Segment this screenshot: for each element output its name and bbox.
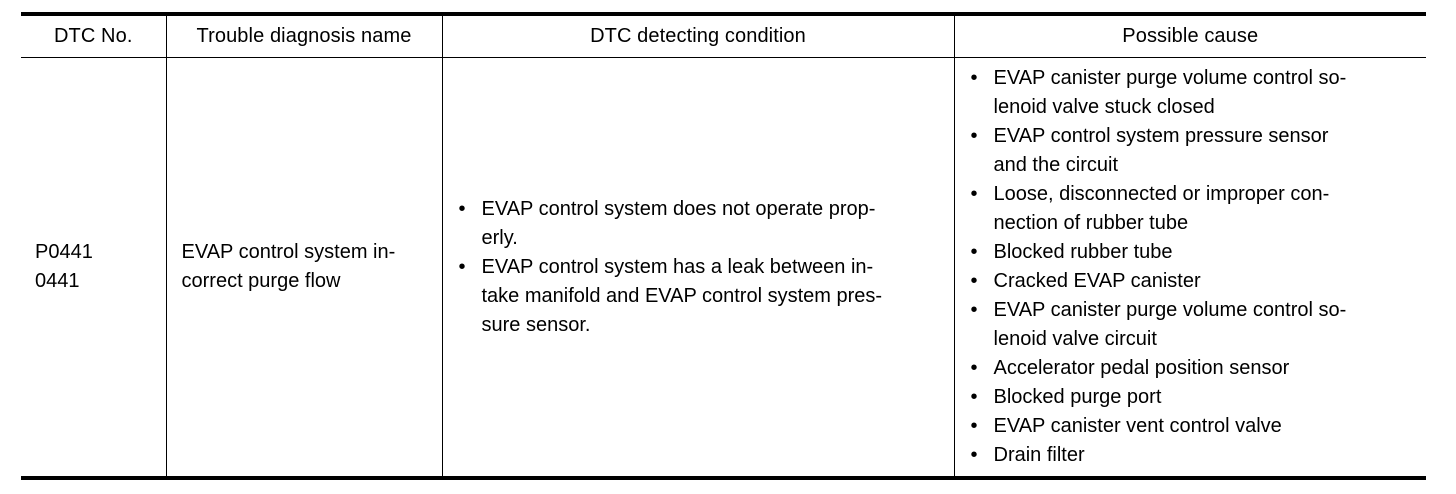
condition-item-text: erly. — [481, 226, 518, 249]
bullet-icon: • — [970, 125, 978, 147]
condition-list — [457, 195, 944, 340]
cause-item-text: lenoid valve circuit — [993, 328, 1157, 350]
cause-item-text: EVAP canister purge volume control so- — [993, 67, 1347, 89]
bullet-icon: • — [970, 386, 978, 408]
cause-item-text: EVAP canister vent control valve — [993, 415, 1282, 437]
cause-item — [969, 354, 1419, 383]
bullet-icon: • — [970, 415, 978, 437]
cause-item — [969, 412, 1419, 441]
cause-item-text: Drain filter — [993, 444, 1085, 466]
header-trouble-diagnosis-name: Trouble diagnosis name — [166, 14, 442, 58]
dtc-table — [21, 12, 1426, 480]
header-dtc-detecting-condition: DTC detecting condition — [442, 14, 954, 58]
cause-item-text: EVAP control system pressure sensor — [993, 125, 1329, 147]
dtc-number: P0441 — [35, 241, 93, 263]
table-body — [21, 58, 1426, 479]
diagnosis-name-line: correct purge flow — [181, 270, 341, 292]
dtc-number-alt: 0441 — [35, 270, 80, 292]
condition-item-text: take manifold and EVAP control system pres- — [481, 284, 883, 307]
cause-item-text: lenoid valve stuck closed — [993, 96, 1215, 118]
cause-item — [969, 180, 1419, 238]
cause-item — [969, 64, 1419, 122]
bullet-icon: • — [970, 444, 978, 466]
dtc-number-cell — [21, 58, 166, 479]
table-row — [21, 58, 1426, 479]
bullet-icon: • — [970, 183, 978, 205]
bullet-icon: • — [970, 299, 978, 321]
cause-item-text: Blocked purge port — [993, 386, 1162, 408]
bullet-icon: • — [458, 255, 466, 278]
diagnosis-name-line: EVAP control system in- — [181, 241, 396, 263]
bullet-icon: • — [970, 241, 978, 263]
header-dtc-no: DTC No. — [21, 14, 166, 58]
detecting-condition-cell — [442, 58, 954, 479]
diagnosis-name-cell — [166, 58, 442, 479]
possible-cause-list — [969, 64, 1419, 470]
condition-item-text: EVAP control system does not operate prop- — [481, 197, 876, 220]
cause-item — [969, 238, 1419, 267]
possible-cause-cell — [954, 58, 1426, 479]
bullet-icon: • — [458, 197, 466, 220]
bullet-icon: • — [970, 67, 978, 89]
cause-item-text: nection of rubber tube — [993, 212, 1189, 234]
condition-item — [457, 195, 944, 253]
cause-item — [969, 122, 1419, 180]
cause-item-text: Blocked rubber tube — [993, 241, 1173, 263]
condition-item — [457, 253, 944, 340]
cause-item-text: EVAP canister purge volume control so- — [993, 299, 1347, 321]
cause-item-text: Loose, disconnected or improper con- — [993, 183, 1330, 205]
bullet-icon: • — [970, 357, 978, 379]
cause-item — [969, 383, 1419, 412]
cause-item — [969, 296, 1419, 354]
cause-item-text: Accelerator pedal position sensor — [993, 357, 1290, 379]
cause-item — [969, 441, 1419, 470]
bullet-icon: • — [970, 270, 978, 292]
condition-item-text: EVAP control system has a leak between in- — [481, 255, 874, 278]
cause-item — [969, 267, 1419, 296]
condition-item-text: sure sensor. — [481, 313, 591, 336]
header-row — [21, 14, 1426, 58]
header-possible-cause: Possible cause — [954, 14, 1426, 58]
cause-item-text: and the circuit — [993, 154, 1119, 176]
table-header — [21, 14, 1426, 58]
cause-item-text: Cracked EVAP canister — [993, 270, 1201, 292]
